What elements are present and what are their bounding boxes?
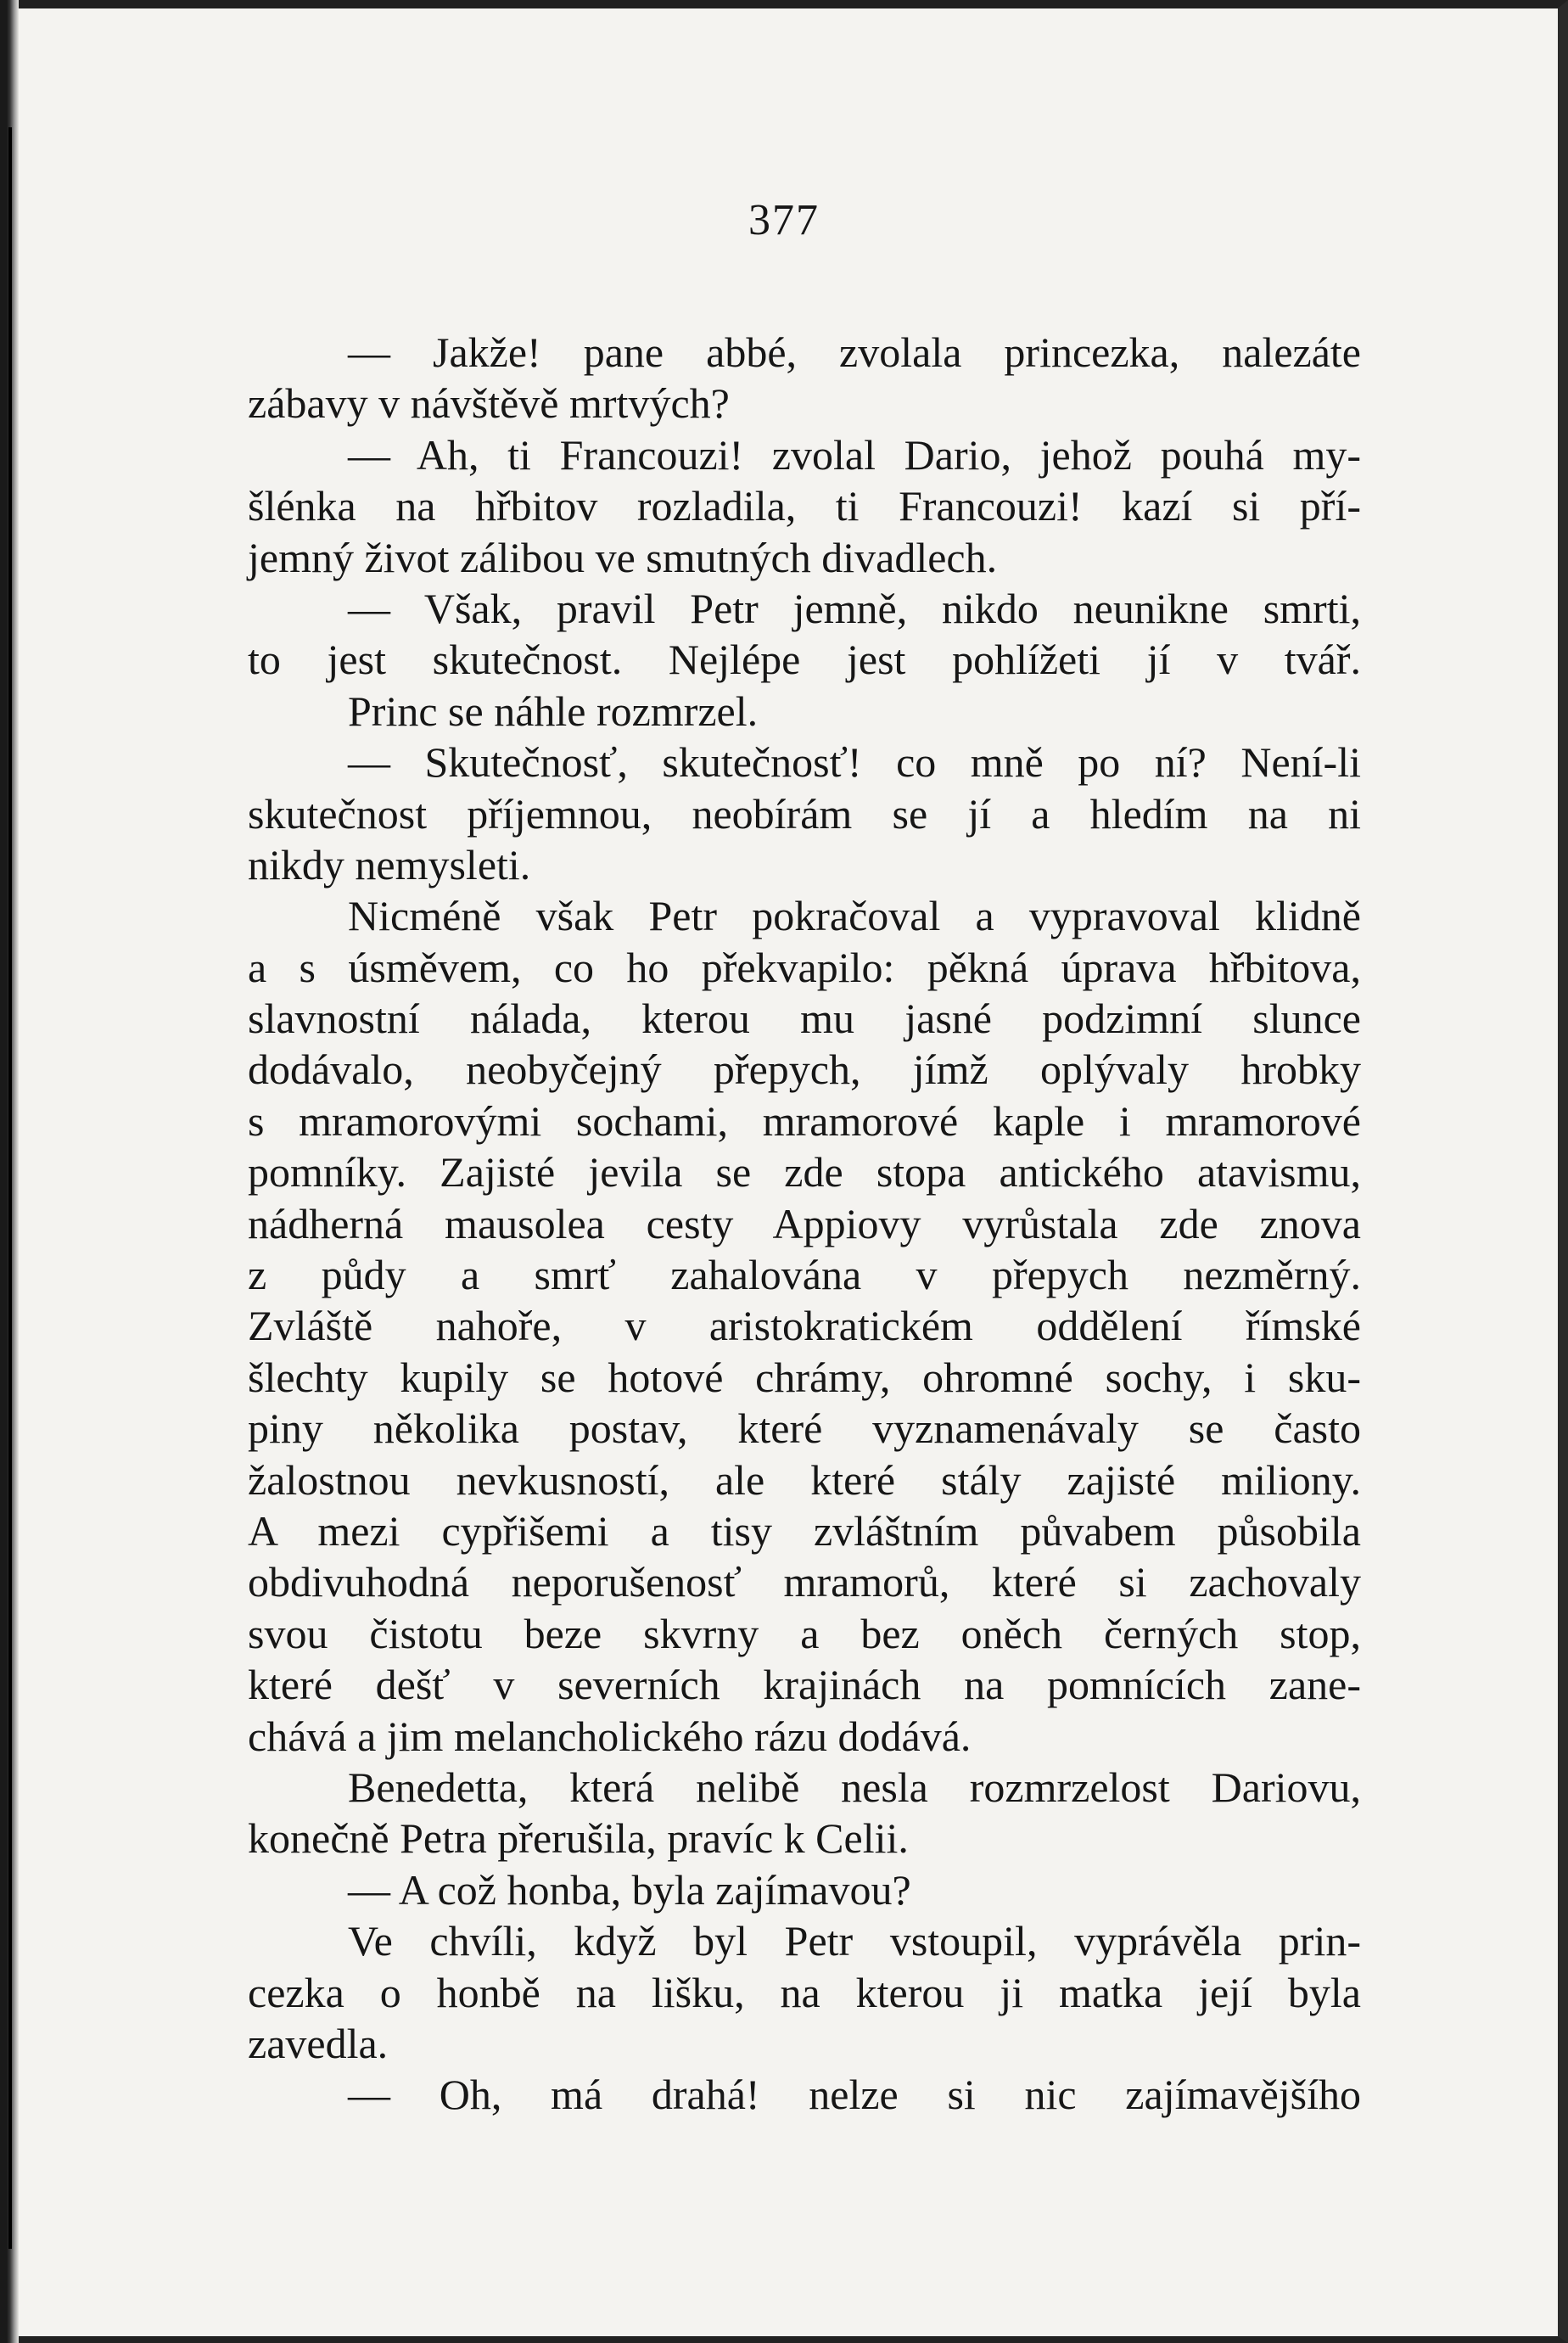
text-line: z půdy a smrť zahalována v přepych nezměrný. <box>248 1251 1361 1299</box>
text-line: — Oh, má drahá! nelze si nic zajímavějšího <box>348 2071 1361 2119</box>
text-line: cezka o honbě na lišku, na kterou ji matka její byla <box>248 1968 1361 2016</box>
text-line: a s úsměvem, co ho překvapilo: pěkná úprava hřbitova, <box>248 943 1361 991</box>
text-line: Ve chvíli, když byl Petr vstoupil, vyprávěla prin- <box>348 1917 1361 1965</box>
body-text <box>248 327 1361 2121</box>
text-line: s mramorovými sochami, mramorové kaple i mramorové <box>248 1096 1361 1145</box>
text-line: skutečnost příjemnou, neobírám se jí a hledím na ni <box>248 789 1361 838</box>
binding-shadow-line <box>8 127 12 2249</box>
text-line: Benedetta, která nelibě nesla rozmrzelost Dariovu, <box>348 1763 1361 1811</box>
text-line: — Skutečnosť, skutečnosť! co mně po ní? Není-li <box>348 738 1361 787</box>
text-line: šlénka na hřbitov rozladila, ti Francouzi! kazí si pří- <box>248 482 1361 530</box>
text-line: dodávalo, neobyčejný přepych, jímž oplývaly hrobky <box>248 1045 1361 1094</box>
text-line: A mezi cypřišemi a tisy zvláštním půvabem působila <box>248 1506 1361 1555</box>
text-line: — A což honba, byla zajímavou? <box>348 1865 911 1914</box>
text-line: nikdy nemysleti. <box>248 840 531 888</box>
text-line: — Ah, ti Francouzi! zvolal Dario, jehož pouhá my- <box>348 430 1361 479</box>
text-line: Nicméně však Petr pokračoval a vypravoval klidně <box>348 892 1361 940</box>
text-line: zábavy v návštěvě mrtvých? <box>248 379 730 428</box>
text-line: konečně Petra přerušila, pravíc k Celii. <box>248 1814 909 1863</box>
text-line: pomníky. Zajisté jevila se zde stopa antického atavismu, <box>248 1148 1361 1197</box>
text-line: jemný život zálibou ve smutných divadlech. <box>248 533 998 581</box>
text-line: žalostnou nevkusností, ale které stály zajisté miliony. <box>248 1455 1361 1504</box>
text-line: Zvláště nahoře, v aristokratickém oddělení římské <box>248 1302 1361 1350</box>
page-number: 377 <box>748 196 820 244</box>
text-line: šlechty kupily se hotové chrámy, ohromné sochy, i sku- <box>248 1353 1361 1401</box>
text-line: slavnostní nálada, kterou mu jasné podzimní slunce <box>248 995 1361 1043</box>
text-line: zavedla. <box>248 2019 389 2067</box>
text-line: svou čistotu beze skvrny a bez oněch černých stop, <box>248 1609 1361 1657</box>
text-line: chává a jim melancholického rázu dodává. <box>248 1712 972 1760</box>
text-line: Princ se náhle rozmrzel. <box>348 687 759 735</box>
text-line: nádherná mausolea cesty Appiovy vyrůstala zde znova <box>248 1199 1361 1247</box>
text-line: to jest skutečnost. Nejlépe jest pohlížeti jí v tvář. <box>248 636 1361 684</box>
text-line: které dešť v severních krajinách na pomnících zane- <box>248 1661 1361 1709</box>
text-line: obdivuhodná neporušenosť mramorů, které si zachovaly <box>248 1558 1361 1606</box>
text-line: — Však, pravil Petr jemně, nikdo neunikne smrti, <box>348 584 1361 632</box>
text-line: — Jakže! pane abbé, zvolala princezka, nalezáte <box>348 328 1361 376</box>
text-line: piny několika postav, které vyznamenávaly se často <box>248 1404 1361 1453</box>
